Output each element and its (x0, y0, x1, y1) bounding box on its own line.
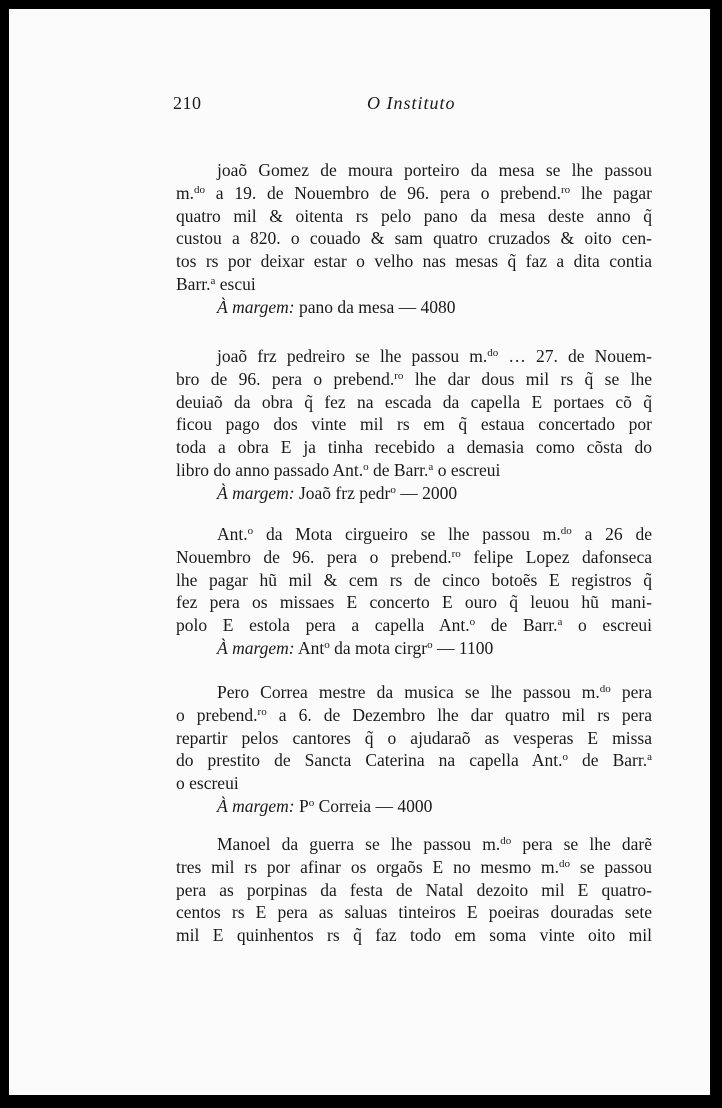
text-line (176, 391, 652, 414)
entry-cirgueiro (176, 523, 652, 660)
margin-text: P (298, 795, 309, 816)
margin-text: pano da mesa — 4080 (298, 296, 456, 317)
superscript: ro (561, 183, 571, 196)
text-line (176, 901, 652, 924)
text-run: lhe pagar (570, 182, 652, 203)
text-run: felipe Lopez dafonseca (460, 546, 652, 567)
text-line (176, 546, 652, 569)
margin-text: Correia — 4000 (314, 795, 433, 816)
text-run: escui (215, 273, 256, 294)
text-line (176, 681, 652, 704)
text-run: de Barr. (475, 615, 558, 636)
text-run: centos rs E pera as saluas tinteiros E poeiras douradas sete (176, 902, 652, 923)
text-run: da Mota cirgueiro se lhe passou m. (253, 524, 561, 544)
text-run: o prebend. (176, 704, 258, 725)
text-run: joaõ frz pedreiro se lhe passou m. (217, 346, 488, 366)
margin-text: da mota cirgr (329, 637, 428, 658)
text-line (176, 345, 652, 368)
text-line (176, 273, 652, 296)
text-line (176, 704, 652, 727)
entry-pedreiro (176, 345, 652, 505)
text-run: a 26 de (571, 524, 652, 544)
superscript: a (210, 274, 216, 287)
margin-label: À margem: (217, 795, 295, 816)
text-run: tos rs por deixar estar o velho nas mesas q̃ faz a dita contia (176, 251, 652, 272)
text-line (176, 569, 652, 592)
text-run: polo E estola pera a capella Ant. (176, 615, 470, 636)
text-run: bro de 96. pera o prebend. (176, 368, 395, 389)
text-run: pera se lhe darẽ (511, 834, 652, 854)
text-run: mil E quinhentos rs q̃ faz todo em soma vinte oito mil (176, 925, 652, 946)
text-line (176, 523, 652, 546)
text-run: o escreui (562, 615, 652, 636)
book-page (9, 9, 710, 1095)
superscript: o (247, 525, 254, 537)
superscript: o (308, 796, 315, 809)
text-run: quatro mil & oitenta rs pelo pano da mesa deste anno q̃ (176, 205, 652, 226)
text-line (176, 833, 652, 856)
superscript: o (427, 638, 433, 651)
superscript: a (557, 616, 563, 629)
text-line (176, 856, 652, 879)
text-line (176, 368, 652, 391)
margin-text: — 1100 (432, 637, 494, 658)
superscript: a (428, 460, 434, 473)
text-line (176, 772, 652, 795)
text-line (176, 436, 652, 459)
text-line (176, 727, 652, 750)
text-run: lhe dar dous mil rs q̃ se lhe (403, 368, 652, 389)
superscript: do (558, 857, 570, 870)
text-line (176, 205, 652, 228)
text-run: m. (176, 182, 194, 203)
text-run: Barr. (176, 273, 211, 294)
superscript: ro (394, 369, 404, 382)
text-run: repartir pelos cantores q̃ o ajudaraõ as vesperas E missa (176, 727, 652, 748)
running-title: O Instituto (367, 93, 456, 113)
text-run: … 27. de Nouem- (498, 346, 652, 366)
text-line (176, 182, 652, 205)
superscript: do (487, 347, 499, 359)
text-line (176, 227, 652, 250)
text-run: de Barr. (567, 750, 648, 771)
text-run: toda a obra E ja tinha recebido a demasia como cõsta do (176, 437, 652, 458)
text-run: Ant. (217, 524, 248, 544)
margin-note (176, 795, 652, 818)
text-line (176, 459, 652, 482)
superscript: ro (257, 705, 267, 718)
superscript: ro (451, 547, 461, 560)
text-run: Nouembro de 96. pera o prebend. (176, 546, 452, 567)
margin-note (176, 296, 652, 319)
margin-note (176, 637, 652, 660)
text-run: custou a 820. o couado & sam quatro cruzados & oito cen- (176, 228, 652, 249)
text-run: se passou (569, 856, 652, 877)
text-run: deuiaõ da obra q̃ fez na escada da capella E portaes cõ q̃ (176, 391, 652, 412)
text-line (176, 749, 652, 772)
superscript: o (363, 460, 369, 473)
text-run: joaõ Gomez de moura porteiro da mesa se lhe passou (217, 160, 652, 180)
text-line (176, 159, 652, 182)
text-run: tres mil rs por afinar os orgaõs E no mesmo m. (176, 856, 559, 877)
superscript: do (599, 683, 611, 695)
text-line (176, 413, 652, 436)
margin-label: À margem: (217, 296, 295, 317)
superscript: o (390, 483, 396, 496)
text-run: a 6. de Dezembro lhe dar quatro mil rs pera (266, 704, 652, 725)
text-run: lhe pagar hũ mil & cem rs de cinco botoẽs E registros q̃ (176, 569, 652, 590)
entry-orgaos (176, 833, 652, 947)
text-line (176, 614, 652, 637)
text-run: o escreui (433, 459, 501, 480)
superscript: do (500, 835, 512, 847)
page-header (173, 93, 663, 123)
superscript: o (562, 751, 568, 764)
text-line (176, 924, 652, 947)
entry-porteiro (176, 159, 652, 319)
superscript: o (469, 616, 476, 629)
text-line (176, 591, 652, 614)
superscript: do (194, 183, 205, 196)
margin-text: Joaõ frz pedr (298, 482, 391, 503)
text-run: pera (610, 682, 652, 702)
text-run: pera as porpinas da festa de Natal dezoito mil E quatro- (176, 879, 652, 900)
margin-note (176, 482, 652, 505)
superscript: o (324, 638, 330, 651)
text-run: de Barr. (368, 459, 429, 480)
superscript: a (647, 751, 652, 764)
margin-label: À margem: (217, 482, 295, 503)
text-run: Pero Correa mestre da musica se lhe passou m. (217, 682, 600, 702)
text-run: ficou pago dos vinte mil rs em q̃ estaua concertado por (176, 414, 652, 435)
margin-text: — 2000 (395, 482, 458, 503)
page-number: 210 (173, 93, 202, 113)
text-run: a 19. de Nouembro de 96. pera o prebend. (205, 182, 562, 203)
text-run: libro do anno passado Ant. (176, 459, 364, 480)
text-run: o escreui (176, 773, 239, 794)
text-run: do prestito de Sancta Caterina na capella Ant. (176, 750, 563, 771)
margin-label: À margem: (217, 637, 295, 658)
entry-mestre-musica (176, 681, 652, 818)
text-run: fez pera os missaes E concerto E ouro q̃ leuou hũ mani- (176, 592, 652, 613)
text-run: Manoel da guerra se lhe passou m. (217, 834, 501, 854)
text-line (176, 250, 652, 273)
text-line (176, 879, 652, 902)
margin-text: Ant (298, 637, 325, 658)
superscript: do (560, 525, 572, 537)
